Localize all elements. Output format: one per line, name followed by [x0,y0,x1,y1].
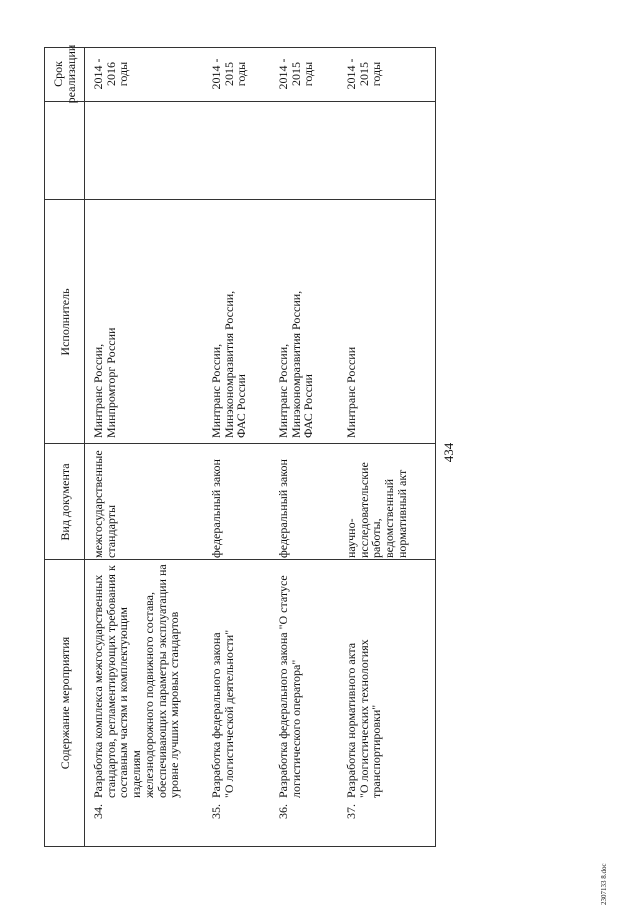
row-number: 34. [91,804,105,819]
row-content: Разработка федерального закона "О логистической деятельности" [209,629,236,798]
row-executor: Минтранс России [344,346,358,438]
row-doc-type: межгосударственные стандарты [91,450,118,558]
row-term: 2014 - 2015 годы [276,58,316,90]
row-doc-type: федеральный закон [209,459,223,558]
row-executor: Минтранс России, Минэкономразвития России, ФАС России [276,290,316,438]
page-number: 434 [441,442,456,463]
row-term: 2014 - 2015 годы [209,58,249,90]
row-executor: Минтранс России, Минпромторг России [91,327,118,438]
header-executor: Исполнитель [57,288,72,356]
measures-table [44,44,436,847]
row-doc-type: научно- исследовательские работы, ведомственный нормативный акт [344,462,409,558]
header-term: Срок реализации [51,44,78,104]
file-name: 2307133 8.doc [600,863,608,905]
header-doc-type: Вид документа [57,463,72,541]
row-content: Разработка федерального закона "О статусе логистического оператора" [276,575,303,798]
column-divider [45,559,435,560]
row-content: Разработка комплекса межгосударственных стандартов, регламентирующих требования к составным частям и комплектующим изделиям железнодорожного подвижного состава, обеспечивающих параметры эксплуатации на уровне лучших мировых стандартов [91,564,182,798]
row-number: 36. [276,804,290,819]
header-divider [84,48,85,846]
row-doc-type: федеральный закон [276,459,290,558]
row-number: 35. [209,804,223,819]
column-divider [45,199,435,200]
row-content: Разработка нормативного акта "О логистических технологиях транспортировки" [344,639,384,798]
row-executor: Минтранс России, Минэкономразвития России, ФАС России [209,290,249,438]
row-number: 37. [344,804,358,819]
header-content: Содержание мероприятия [57,636,72,770]
row-term: 2014 - 2016 годы [91,58,131,90]
row-term: 2014 - 2015 годы [344,58,384,90]
